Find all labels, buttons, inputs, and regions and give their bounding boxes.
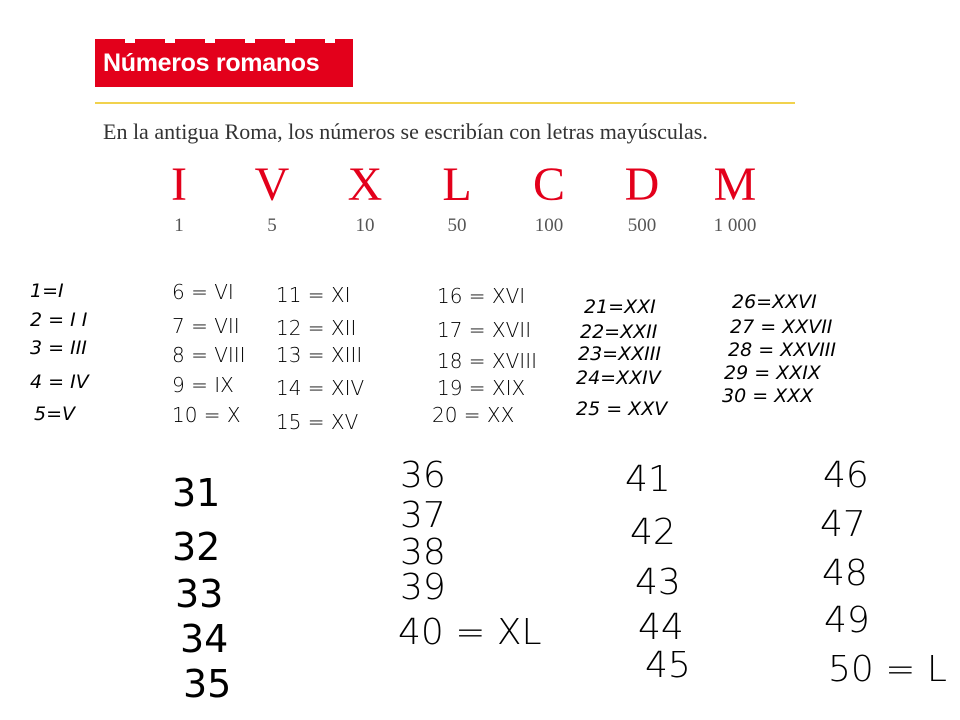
handwritten-entry: 9 = IX [172,373,234,397]
numeral-value: 50 [447,215,467,236]
handwritten-entry: 12 = XII [276,316,357,340]
title-badge [95,41,353,87]
handwritten-entry: 7 = VII [172,314,240,338]
handwritten-entry: 23=XXIII [578,343,661,365]
handwritten-entry: 13 = XIII [276,343,363,367]
handwritten-number: 32 [172,525,221,569]
numeral-i [134,158,224,238]
handwritten-entry: 14 = XIV [276,376,365,400]
handwritten-entry: 29 = XXIX [724,362,821,384]
numeral-l [412,158,502,238]
handwritten-number: 43 [635,562,681,603]
handwritten-number: 41 [625,459,671,500]
handwritten-entry: 22=XXII [580,321,658,343]
handwritten-entry: 40 = XL [398,612,542,653]
numeral-letter: M [713,158,757,211]
numeral-v [227,158,317,238]
handwritten-entry: 17 = XVII [437,318,532,342]
handwritten-number: 47 [820,504,866,545]
numeral-m [690,158,780,238]
handwritten-entry: 26=XXVI [732,291,817,313]
numeral-letter: V [254,158,290,211]
handwritten-entry: 18 = XVIII [437,349,537,373]
handwritten-entry: 50 = L [828,649,947,690]
numeral-letter: D [624,158,660,211]
numeral-letter: I [171,158,187,211]
numeral-value: 10 [355,215,375,236]
numeral-letter: L [442,158,472,211]
handwritten-number: 33 [175,572,224,616]
handwritten-number: 39 [400,567,446,608]
handwritten-entry: 19 = XIX [437,376,526,400]
divider-line [95,102,795,104]
handwritten-entry: 21=XXI [584,296,656,318]
numeral-value: 1 [174,215,184,236]
handwritten-entry: 1=I [30,280,64,302]
handwritten-number: 31 [172,471,221,515]
numeral-value: 1 000 [713,215,757,236]
page-title: Números romanos [103,49,320,77]
numeral-value: 500 [627,215,657,236]
numeral-letter: C [532,158,565,211]
handwritten-entry: 8 = VIII [172,343,246,367]
handwritten-number: 46 [823,455,869,496]
handwritten-number: 42 [630,512,676,553]
handwritten-entry: 10 = X [172,403,241,427]
numeral-c [504,158,594,238]
handwritten-number: 36 [400,455,446,496]
handwritten-number: 48 [822,553,868,594]
title-decoration [95,39,353,43]
numeral-letter: X [347,158,383,211]
handwritten-entry: 6 = VI [172,280,234,304]
handwritten-entry: 30 = XXX [722,385,814,407]
handwritten-entry: 15 = XV [276,410,359,434]
numeral-value: 5 [267,215,277,236]
handwritten-number: 49 [824,600,870,641]
handwritten-number: 35 [183,662,232,706]
intro-text: En la antigua Roma, los números se escribían con letras mayúsculas. [103,119,708,144]
handwritten-entry: 3 = III [30,337,87,359]
handwritten-entry: 11 = XI [276,283,351,307]
handwritten-number: 37 [400,495,446,536]
handwritten-entry: 5=V [34,403,76,425]
handwritten-entry: 2 = I I [30,309,88,331]
handwritten-entry: 27 = XXVII [730,316,833,338]
handwritten-entry: 25 = XXV [576,398,668,420]
handwritten-number: 45 [645,645,691,686]
handwritten-number: 44 [638,607,684,648]
roman-numerals-row [0,158,960,248]
numeral-d [597,158,687,238]
handwritten-number: 38 [400,532,446,573]
handwritten-entry: 20 = XX [432,403,515,427]
numeral-x [320,158,410,238]
handwritten-entry: 16 = XVI [437,284,526,308]
handwritten-entry: 24=XXIV [576,367,661,389]
numeral-value: 100 [534,215,564,236]
handwritten-entry: 4 = IV [30,371,89,393]
handwritten-number: 34 [180,617,229,661]
handwritten-entry: 28 = XXVIII [728,339,837,361]
